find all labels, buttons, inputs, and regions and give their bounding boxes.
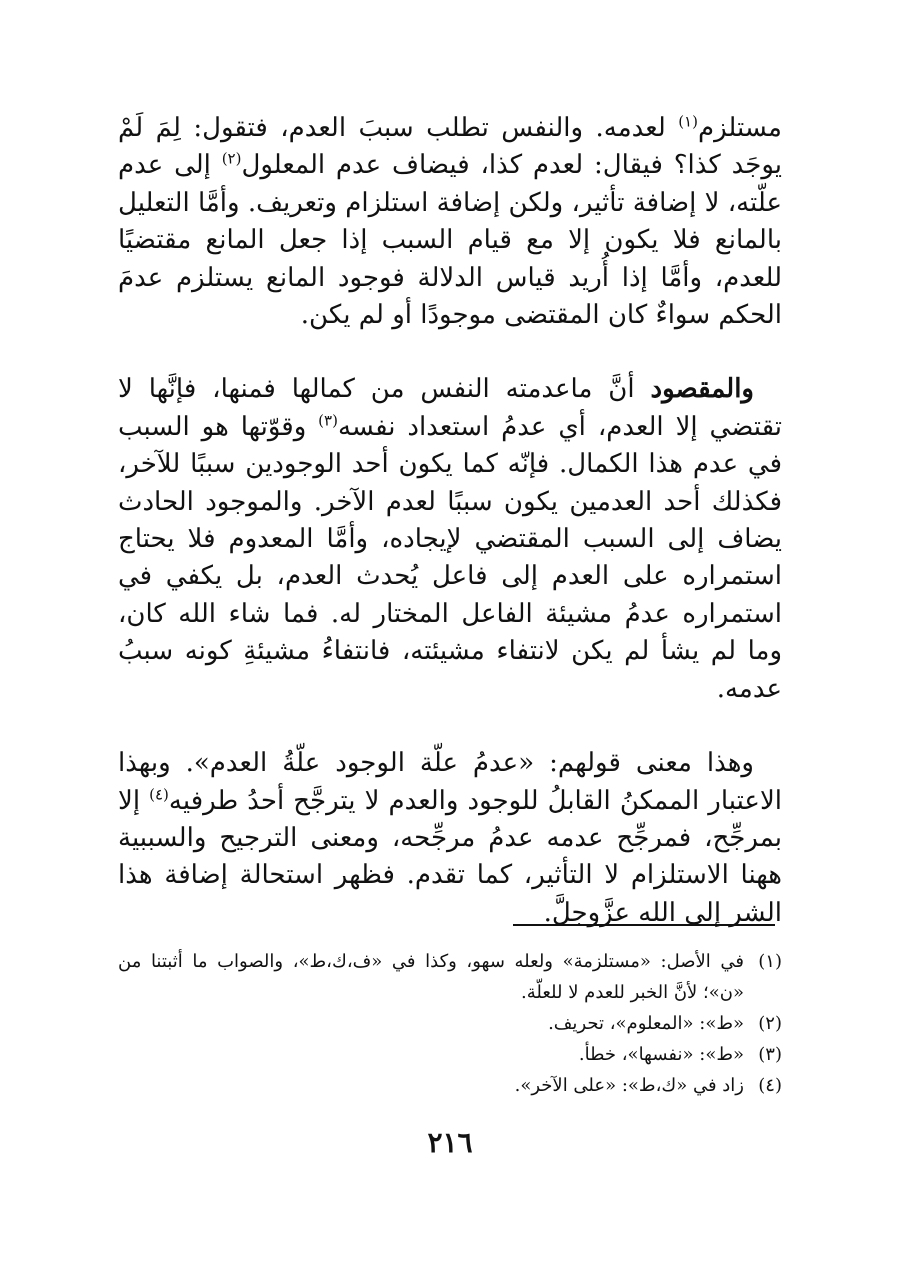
footnote-4 [118,1070,782,1101]
paragraph-3 [118,745,782,932]
text-run: وقوّتها هو السبب في عدم هذا الكمال. فإنّه كما يكون أحد الوجودين سببًا للآخر، فكذلك أحد العدمين يكون سببًا لعدم الآخر. والموجود الحادث يضاف إلى السبب المقتضي لإيجاده، وأمَّا المعدوم فلا يحتاج استمراره على العدم إلى فاعل يُحدث العدم، بل يكفي في استمراره عدمُ مشيئة الفاعل المختار له. فما شاء الله كان، وما لم يشأ لم يكن لانتفاء مشيئته، فانتفاءُ مشيئةِ كونه سببُ عدمه. [118,411,782,704]
footnote-ref-3: (٣) [318,411,338,430]
footnote-ref-2: (٢) [221,149,242,168]
footnote-number: (٢) [758,1013,782,1034]
lead-word: والمقصود [650,374,754,405]
footnote-ref-4: (٤) [149,784,169,803]
footnote-number: (٣) [758,1044,782,1065]
paragraph-1 [118,110,782,334]
paragraph-2 [118,371,782,708]
footnote-ref-1: (١) [678,112,698,131]
footnotes [118,946,782,1101]
footnote-2 [118,1008,782,1039]
footnote-3 [118,1039,782,1070]
footnote-number: (٤) [758,1075,782,1096]
text-run: مستلزم [697,113,782,143]
text-run: لعدمه. والنفس تطلب سببَ العدم، فتقول: لِمَ لَمْ يوجَد كذا؟ فيقال: لعدم كذا، فيضاف عدم المعلول [118,113,782,181]
footnote-text: «ط»: «المعلوم»، تحريف. [548,1013,744,1034]
text-run: إلا بمرجِّح، فمرجِّح عدمه عدمُ مرجِّحه، ومعنى الترجيح والسببية ههنا الاستلزام لا التأثير، كما تقدم. فظهر استحالة إضافة هذا الشر إلى الله عزَّوجلَّ. [118,785,782,928]
footnote-separator [513,924,775,926]
footnote-text: زاد في «ك،ط»: «على الآخر». [514,1075,744,1096]
main-text [118,110,782,932]
footnote-1 [118,946,782,1008]
text-run: إلى عدم علّته، لا إضافة تأثير، ولكن إضافة استلزام وتعريف. وأمَّا التعليل بالمانع فلا يكون إلا مع قيام السبب إذا جعل المانع مقتضيًا للعدم، وأمَّا إذا أُريد قياس الدلالة فوجود المانع يستلزم عدمَ الحكم سواءٌ كان المقتضى موجودًا أو لم يكن. [118,150,782,331]
text-run: وهذا معنى قولهم: «عدمُ علّة الوجود علّةُ العدم». وبهذا الاعتبار الممكنُ القابلُ للوجود والعدم لا يترجَّح أحدُ طرفيه [118,748,782,816]
footnote-text: «ط»: «نفسها»، خطأ. [578,1044,744,1065]
footnote-number: (١) [758,951,782,972]
footnote-text: في الأصل: «مستلزمة» ولعله سهو، وكذا في «ف،ك،ط»، والصواب ما أثبتنا من «ن»؛ لأنَّ الخبر للعدم لا للعلّة. [118,951,744,1003]
text-run: أنَّ ماعدمته النفس من كمالها فمنها، فإنَّها لا تقتضي إلا العدم، أي عدمُ استعداد نفسه [118,374,782,442]
page-number: ٢١٦ [427,1126,473,1159]
